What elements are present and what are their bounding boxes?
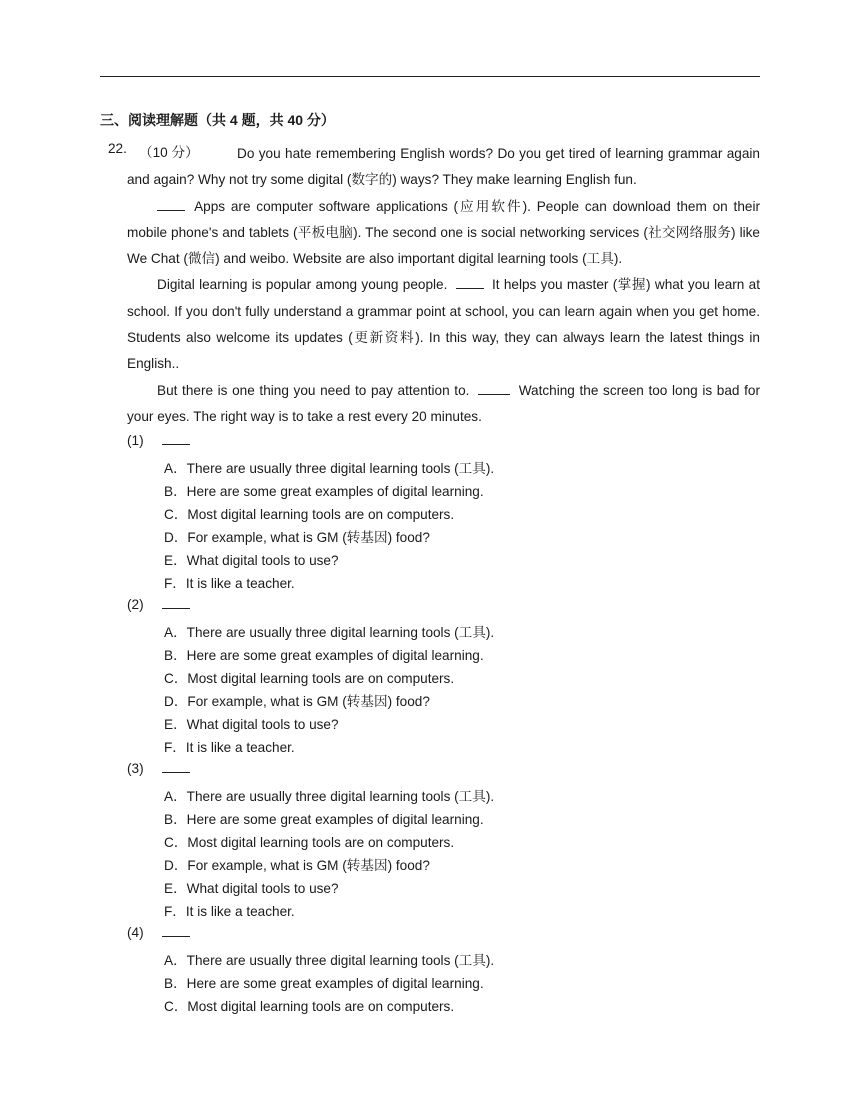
- option-a: A．There are usually three digital learning tools (工具).: [164, 461, 495, 476]
- option-f: F．It is like a teacher.: [164, 740, 295, 755]
- paragraph-3: Digital learning is popular among young people. It helps you master (掌握) what you learn at school. If you don't fully understand a grammar point at school, you can learn again when you get home. Students also welcome its updates (更新资料). In this way, they can always learn the latest things in English..: [127, 277, 760, 372]
- section-title: 三、阅读理解题（共 4 题，共 40 分）: [100, 112, 335, 128]
- option-b: B．Here are some great examples of digital learning.: [164, 976, 484, 991]
- option-b: B．Here are some great examples of digital learning.: [164, 484, 484, 499]
- sub-question-label: (1): [127, 432, 194, 448]
- answer-blank: [162, 432, 190, 445]
- paragraph-4: But there is one thing you need to pay attention to. Watching the screen too long is bad for your eyes. The right way is to take a rest every 20 minutes.: [127, 382, 760, 424]
- option-a: A．There are usually three digital learning tools (工具).: [164, 953, 495, 968]
- option-c: C．Most digital learning tools are on computers.: [164, 507, 455, 522]
- sub-question-label: (3): [127, 760, 194, 776]
- option-c: C．Most digital learning tools are on computers.: [164, 671, 455, 686]
- question-number: 22.: [108, 141, 127, 156]
- option-c: C．Most digital learning tools are on computers.: [164, 835, 455, 850]
- paragraph-1: Do you hate remembering English words? Do you get tired of learning grammar again and again? Why not try some digital (数字的) ways? They make learning English fun.: [127, 146, 760, 188]
- option-e: E．What digital tools to use?: [164, 881, 339, 896]
- option-d: D．For example, what is GM (转基因) food?: [164, 694, 430, 709]
- option-f: F．It is like a teacher.: [164, 576, 295, 591]
- sub-question-label: (2): [127, 596, 194, 612]
- option-e: E．What digital tools to use?: [164, 553, 339, 568]
- answer-blank: [162, 760, 190, 773]
- answer-blank: [478, 382, 510, 395]
- option-b: B．Here are some great examples of digital learning.: [164, 812, 484, 827]
- answer-blank: [157, 198, 185, 211]
- option-d: D．For example, what is GM (转基因) food?: [164, 858, 430, 873]
- answer-blank: [456, 276, 484, 289]
- answer-blank: [162, 596, 190, 609]
- option-d: D．For example, what is GM (转基因) food?: [164, 530, 430, 545]
- answer-blank: [162, 924, 190, 937]
- option-f: F．It is like a teacher.: [164, 904, 295, 919]
- option-a: A．There are usually three digital learning tools (工具).: [164, 625, 495, 640]
- option-c: C．Most digital learning tools are on computers.: [164, 999, 455, 1014]
- option-b: B．Here are some great examples of digital learning.: [164, 648, 484, 663]
- option-e: E．What digital tools to use?: [164, 717, 339, 732]
- sub-question-label: (4): [127, 924, 194, 940]
- question-score: （10 分）: [139, 145, 199, 160]
- paragraph-2: Apps are computer software applications (应用软件). People can download them on their mobile phone's and tablets (平板电脑). The second one is social networking services (社交网络服务) like We Chat (微信) and weibo. Website are also important digital learning tools (工具).: [127, 198, 760, 267]
- header-rule: [100, 76, 760, 77]
- passage: [127, 141, 760, 430]
- option-a: A．There are usually three digital learning tools (工具).: [164, 789, 495, 804]
